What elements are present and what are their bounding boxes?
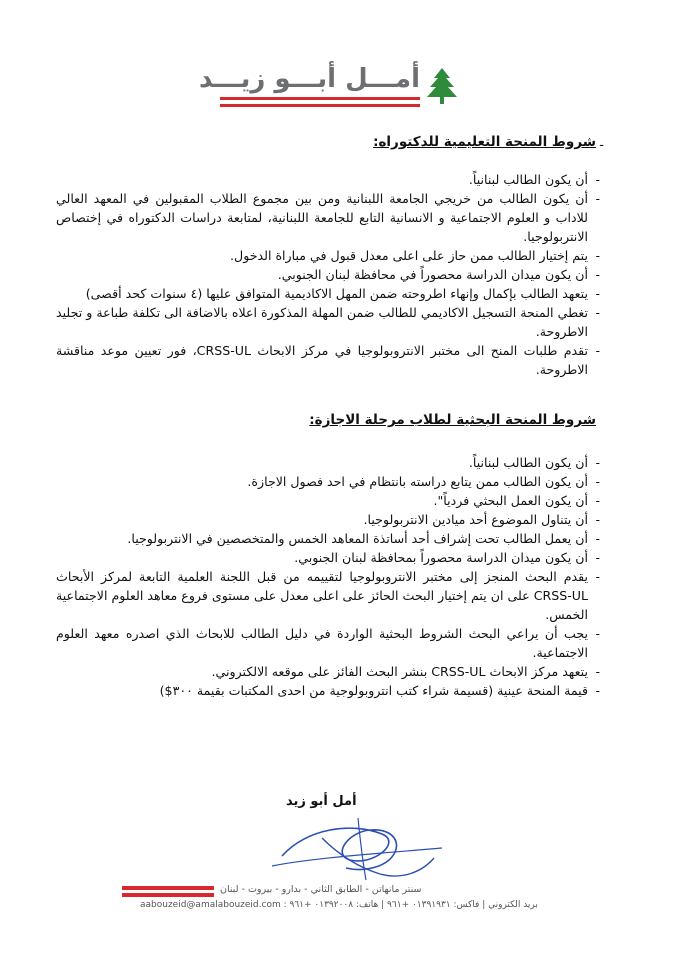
list-item: - أن يتناول الموضوع أحد ميادين الانتربولوجيا. xyxy=(56,510,600,529)
list-item: - يقدم البحث المنجز إلى مختبر الانتروبولوجيا لتقييمه من قبل اللجنة العلمية التابعة لمركز الأبحاث CRSS-UL على ان يتم إختيار البحث الحائز على اعلى معدل على مستوى فروع معاهد العلوم الاجتماعية الخمس. xyxy=(56,567,600,624)
footer-contact: aabouzeid@amalabouzeid.com : بريد الكتروني | فاكس: ٠١٣٩١٩٣١ +٩٦١ | هاتف: ٠١٣٩٢٠٠٨ +٩٦١ xyxy=(140,900,538,910)
section1-title: شروط المنحة التعليمية للدكتوراه: xyxy=(373,134,596,150)
logo-text: أمـــل أبـــو زيـــد xyxy=(198,64,420,94)
section2-title: شروط المنحة البحثية لطلاب مرحلة الاجازة: xyxy=(309,412,596,428)
list-item: - أن يكون الطالب ممن يتابع دراسته بانتظام في احد فصول الاجازة. xyxy=(56,472,600,491)
list-item: - يجب أن يراعي البحث الشروط البحثية الواردة في دليل الطالب للابحاث الذي اصدره معهد العلوم الاجتماعية. xyxy=(56,624,600,662)
list-item: - أن يكون الطالب لبنانياً. xyxy=(56,170,600,189)
list-item: - أن يعمل الطالب تحت إشراف أحد أساتذة المعاهد الخمس والمتخصصين في الانتربولوجيا. xyxy=(56,529,600,548)
list-item: - يتعهد مركز الابحاث CRSS-UL بنشر البحث الفائز على موقعه الالكتروني. xyxy=(56,662,600,681)
list-item: - أن يكون ميدان الدراسة محصوراً في محافظة لبنان الجنوبي. xyxy=(56,265,600,284)
list-item: - يتم إختيار الطالب ممن حاز على اعلى معدل قبول في مباراة الدخول. xyxy=(56,246,600,265)
signatory-name: أمل أبو زيد xyxy=(286,794,357,809)
list-item: - تقدم طلبات المنح الى مختبر الانتروبولوجيا في مركز الابحاث CRSS-UL، فور تعيين موعد مناقشة الاطروحة. xyxy=(56,341,600,379)
section-dash: - xyxy=(599,138,604,153)
list-item: - قيمة المنحة عينية (قسيمة شراء كتب انتروبولوجية من احدى المكتبات بقيمة ٣٠٠$) xyxy=(56,681,600,700)
list-item: - تغطي المنحة التسجيل الاكاديمي للطالب ضمن المهلة المذكورة اعلاه بالاضافة الى تكلفة طباعة و تجليد الاطروحة. xyxy=(56,303,600,341)
list-item: - أن يكون العمل البحثي فردياً". xyxy=(56,491,600,510)
list-item: - يتعهد الطالب بإكمال وإنهاء اطروحته ضمن المهل الاكاديمية المتوافق عليها (٤ سنوات كحد أقصى) xyxy=(56,284,600,303)
logo-underline xyxy=(220,104,420,107)
section2-list xyxy=(56,453,600,700)
handwritten-signature xyxy=(262,808,452,888)
cedar-icon xyxy=(424,66,460,106)
list-item: - أن يكون ميدان الدراسة محصوراً بمحافظة لبنان الجنوبي. xyxy=(56,548,600,567)
header-logo xyxy=(198,64,460,114)
footer-address: سنتر مانهاتن - الطابق الثاني - بدارو - بيروت - لبنان xyxy=(220,884,422,895)
list-item: - أن يكون الطالب من خريجي الجامعة اللبنانية ومن بين مجموع الطلاب المقبولين في المعهد العالي للاداب و العلوم الاجتماعية و الانسانية التابع للجامعة اللبنانية، لمتابعة دراسات الدكتوراه في إختصاص الانتربولوجيا. xyxy=(56,189,600,246)
logo-underline xyxy=(220,97,420,100)
section1-list xyxy=(56,170,600,379)
list-item: - أن يكون الطالب لبنانياً. xyxy=(56,453,600,472)
